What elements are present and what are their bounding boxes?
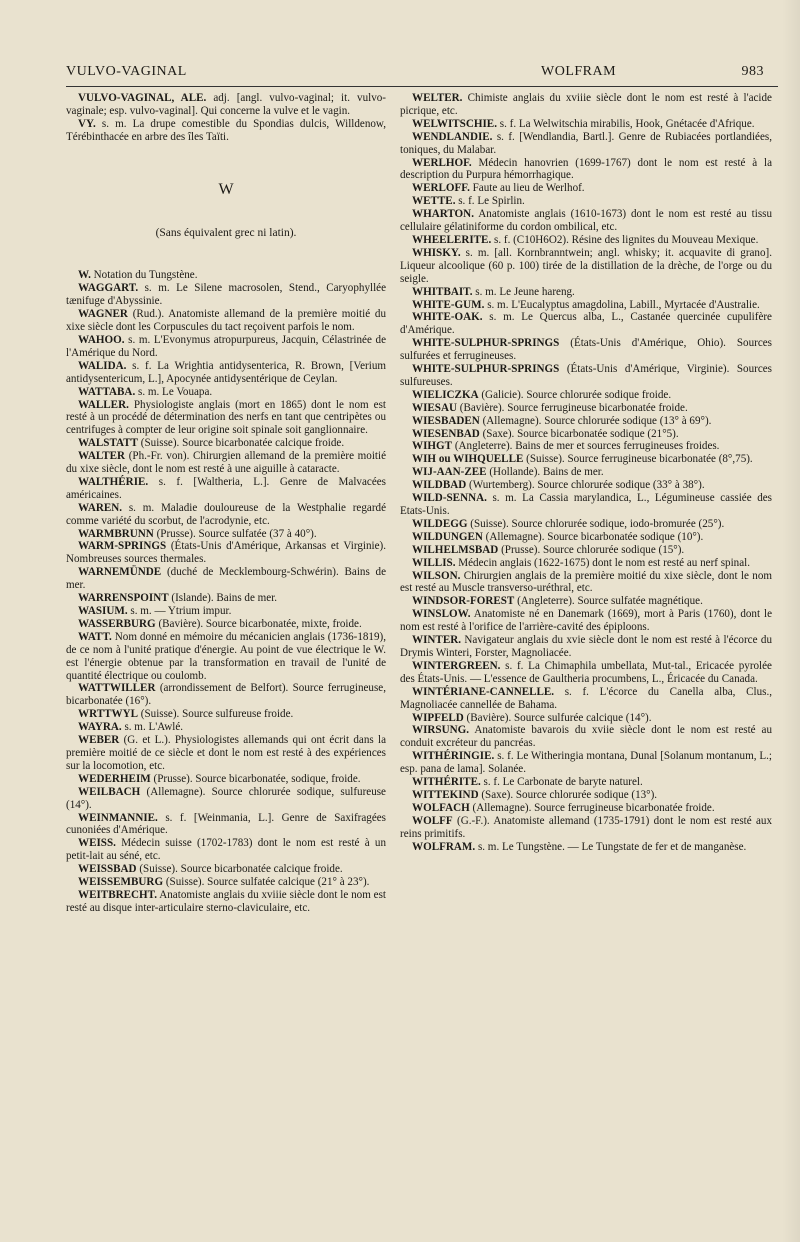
entry-definition: Médecin hanovrien (1699-1767) dont le nom est resté à la description du Purpura hémorrhagique. [400,156,772,182]
entry-headword: WEITBRECHT. [78,888,158,901]
entry-definition: (Islande). Bains de mer. [168,592,278,605]
entry-definition: (G. et L.). Physiologistes allemands qui ont écrit dans la première moitié de ce siècle et dont le nom est resté à des expériences sur la locomotion, etc. [66,734,386,772]
dictionary-entry [400,660,772,686]
entry-definition: s. m. — Ytrium impur. [127,605,232,617]
dictionary-entry [400,131,772,157]
entry-definition: (Suisse). Source bicarbonatée calcique froide. [138,437,345,450]
entry-headword: WINTÉRIANE-CANNELLE. [412,685,555,698]
entry-headword: WHEELERITE. [412,233,492,246]
entry-headword: WAGNER [78,308,128,321]
header-rule [66,86,778,87]
dictionary-entry [400,789,772,802]
entry-headword: WEDERHEIM [78,772,151,785]
entry-definition: s. m. Le Quercus alba, L., Castanée quercinée cupulifère d'Amérique. [400,311,772,337]
entry-headword: WERLOFF. [412,182,470,195]
dictionary-entry [400,802,772,815]
entry-definition: Anatomiste né en Danemark (1669), mort à Paris (1760), dont le nom est resté à l'orifice de l'arrière-cavité des épiploons. [400,608,772,634]
entry-headword: VULVO-VAGINAL, ALE. [78,92,207,104]
entry-headword: WIESENBAD [412,427,480,440]
entry-headword: WALIDA. [78,359,127,372]
entry-headword: WEISS. [78,837,116,850]
page-number: 983 [741,64,764,79]
entry-definition: s. m. Le Jeune hareng. [472,285,575,298]
entry-headword: WITHÉRINGIE. [412,750,495,763]
entry-headword: WIHGT [412,440,453,453]
entry-definition: s. m. L'Evonymus atropurpureus, Jacquin, Célastrinée de l'Amérique du Nord. [66,333,386,359]
dictionary-entry [66,450,386,476]
dictionary-entry [400,712,772,725]
entry-definition: (États-Unis d'Amérique, Virginie). Sources sulfureuses. [400,363,772,388]
entry-definition: s. f. Le Spirlin. [455,195,525,208]
entry-headword: WILD-SENNA. [412,492,487,505]
entry-definition: s. m. Le Silene macrosolen, Stend., Caryophyllée tænifuge d'Abyssinie. [66,282,386,308]
entry-headword: WIESAU [412,401,458,414]
entry-definition: (Angleterre). Source sulfatée magnétique. [514,595,703,608]
entry-definition: Anatomiste anglais du xviiie siècle dont le nom est resté au disque inter-articulaire sterno-claviculaire, etc. [66,888,386,914]
entry-definition: (États-Unis d'Amérique, Arkansas et Virginie). Nombreuses sources thermales. [66,540,386,566]
entry-definition: (Ph.-Fr. von). Chirurgien allemand de la première moitié du xixe siècle, dont le nom est resté à une aiguille à cataracte. [66,450,386,476]
dictionary-entry [66,269,386,282]
entry-definition: s. f. (C10H6O2). Résine des lignites du Mouveau Mexique. [491,233,759,246]
entry-definition: (Allemagne). Source bicarbonatée sodique (10°). [482,530,704,543]
dictionary-entry [400,428,772,441]
entry-definition: s. f. Le Carbonate de baryte naturel. [480,776,643,789]
dictionary-entry [66,592,386,605]
entry-definition: (Saxe). Source bicarbonatée sodique (21°5). [479,427,679,440]
entry-headword: WALLER. [78,398,129,411]
entry-headword: WETTE. [412,195,456,208]
section-note: (Sans équivalent grec ni latin). [155,226,297,239]
entry-headword: WHITBAIT. [412,285,473,298]
header-right-word: WOLFRAM [541,64,617,79]
entry-definition: (Bavière). Source ferrugineuse bicarbonatée froide. [457,401,688,414]
entry-headword: WOLFACH [412,801,470,814]
dictionary-entry [400,776,772,789]
entry-definition: (Hollande). Bains de mer. [486,466,604,479]
entry-definition: (G.-F.). Anatomiste allemand (1735-1791) dont le nom est resté aux reins primitifs. [400,814,772,840]
entry-headword: WILDUNGEN [412,530,483,543]
entry-headword: WARNEMÜNDE [78,566,162,579]
entry-headword: WHITE-OAK. [412,311,483,324]
dictionary-entry [400,557,772,570]
dictionary-entry [400,841,772,854]
dictionary-entry [66,863,386,876]
entry-definition: s. m. La drupe comestible du Spondias dulcis, Willdenow, Térébinthacée en arbre des îles Taïti. [66,117,386,143]
dictionary-entry [400,311,772,337]
entry-definition: (Allemagne). Source ferrugineuse bicarbonatée froide. [469,801,715,814]
entry-definition: (Prusse). Source bicarbonatée, sodique, froide. [150,772,361,785]
dictionary-entry [400,608,772,634]
entry-headword: WALTHÉRIE. [78,475,149,488]
entry-headword: WIJ-AAN-ZEE [412,466,487,479]
entry-definition: Médecin suisse (1702-1783) dont le nom est resté à un petit-lait au séné, etc. [66,837,386,863]
entry-headword: WHITE-SULPHUR-SPRINGS [412,337,560,350]
entry-headword: WAYRA. [78,721,122,734]
entry-headword: WHISKY. [412,246,461,259]
entry-headword: WENDLANDIE. [412,130,493,143]
dictionary-entry [400,157,772,183]
dictionary-entry [66,734,386,773]
entry-definition: Anatomiste anglais (1610-1673) dont le nom est resté au tissu cellulaire gélatiniforme du cordon ombilical, etc. [400,208,772,234]
entry-headword: W. [78,269,91,282]
section-letter: W [218,180,234,198]
entry-definition: s. f. La Chimaphila umbellata, Mut-tal., Ericacée pyrolée des États-Unis. — L'essence de Gaultheria procumbens, L., Éricacée du Canada. [400,659,772,685]
entry-definition: Médecin anglais (1622-1675) dont le nom est resté au nerf spinal. [455,556,751,569]
dictionary-entry [400,595,772,608]
entry-headword: WASIUM. [78,605,128,617]
entry-headword: WINSLOW. [412,608,471,621]
page-edge-shadow [782,0,800,1242]
entry-headword: WALSTATT [78,437,139,450]
entry-headword: WARM-SPRINGS [78,540,167,553]
dictionary-entry [66,618,386,631]
dictionary-entry [66,708,386,721]
entry-definition: (Rud.). Anatomiste allemand de la première moitié du xixe siècle dont les Corpuscules du tact reçoivent parfois le nom. [66,308,386,334]
entry-definition: Nom donné en mémoire du mécanicien anglais (1736-1819), de ce nom à l'unité pratique d'énergie. Au point de vue électrique le W. est l'énergie obtenue par la transformation en travail de l'unité de quantité électrique ou coulomb. [66,630,386,682]
dictionary-entry [400,686,772,712]
entry-headword: WITTEKIND [412,788,479,801]
entry-definition: (Bavière). Source bicarbonatée, mixte, froide. [155,617,362,630]
entry-definition: Physiologiste anglais (mort en 1865) dont le nom est resté à un procédé de détermination des nerfs en tant que centripètes ou centrifuges à compter de leur origine soit spinale soit ganglionnaire. [66,398,386,437]
entry-definition: adj. [angl. vulvo-vaginal; it. vulvo-vaginale; esp. vulvo-vaginal]. Qui concerne la vulve et le vagin. [66,92,386,117]
dictionary-entry [400,208,772,234]
dictionary-entry [400,724,772,750]
entry-headword: WIPFELD [412,711,464,724]
entry-headword: WITHÉRITE. [412,776,481,789]
dictionary-entry [400,92,772,118]
entry-headword: WILSON. [412,569,461,582]
entry-definition: s. m. Le Vouapa. [135,385,213,398]
entry-headword: WINTERGREEN. [412,659,501,672]
entry-definition: s. f. [Weinmania, L.]. Genre de Saxifragées cunoniées d'Amérique. [66,811,386,837]
entry-headword: WEISSEMBURG [78,876,164,889]
entry-headword: WEISSBAD [78,863,137,876]
entry-headword: WASSERBURG [78,617,156,630]
entry-headword: WATT. [78,630,112,643]
entry-headword: WOLFRAM. [412,840,476,853]
dictionary-entry [400,492,772,518]
entry-definition: s. f. Le Witheringia montana, Dunal [Solanum montanum, L.; esp. pana de lama]. Solanée. [400,750,772,776]
dictionary-entry [400,544,772,557]
left-column [66,92,386,915]
entry-headword: WIH ou WIHQUELLE [412,453,524,466]
entry-definition: Chirurgien anglais de la première moitié du xixe siècle, dont le nom est resté au Muscle transverso-uréthral, etc. [400,569,772,595]
entry-definition: s. f. La Wrightia antidysenterica, R. Brown, [Verium antidysentericum, L.], Apocynée antidysentérique de Ceylan. [66,359,386,385]
entry-headword: WALTER [78,450,126,463]
entry-headword: WELTER. [412,92,463,104]
entry-headword: WILHELMSBAD [412,543,499,556]
entry-definition: (duché de Mecklembourg-Schwérin). Bains de mer. [66,566,386,592]
dictionary-entry [400,195,772,208]
dictionary-entry [66,837,386,863]
entry-definition: Anatomiste bavarois du xviie siècle dont le nom est resté au conduit excréteur du pancréas. [400,724,772,750]
dictionary-entry [66,889,386,915]
entry-headword: WILLIS. [412,556,456,569]
entry-definition: s. f. L'écorce du Canella alba, Clus., Magnoliacée cannellée de Bahama. [400,685,772,711]
entry-headword: WIRSUNG. [412,724,470,737]
entry-definition: (Suisse). Source ferrugineuse bicarbonatée (8°,75). [523,453,753,466]
header-left-word: VULVO-VAGINAL [66,64,187,79]
entry-definition: s. m. [all. Kornbranntwein; angl. whisky; it. acquavite di grano]. Liqueur alcoolique (60 p. 100) tirée de la distillation de la drèche, de l'orge ou du seigle. [400,246,772,285]
dictionary-entry [66,540,386,566]
dictionary-entry [400,479,772,492]
entry-headword: WEILBACH [78,785,141,798]
dictionary-entry [66,308,386,334]
dictionary-entry [66,631,386,683]
entry-headword: WILDBAD [412,479,467,492]
entry-headword: WRTTWYL [78,708,139,721]
entry-definition: s. f. [Wendlandia, Bartl.]. Genre de Rubiacées portlandiées, toniques, du Malabar. [400,130,772,156]
dictionary-entry [66,786,386,812]
dictionary-entry [400,286,772,299]
entry-definition: (Bavière). Source sulfurée calcique (14°). [463,711,652,724]
dictionary-entry [400,337,772,363]
entry-headword: WHITE-GUM. [412,298,485,311]
entry-definition: Chimiste anglais du xviiie siècle dont le nom est resté à l'acide picrique, etc. [400,92,772,117]
entry-definition: (Galicie). Source chlorurée sodique froide. [478,388,672,401]
dictionary-entry [400,750,772,776]
dictionary-entry [400,466,772,479]
dictionary-entry [400,118,772,131]
entry-headword: WINDSOR-FOREST [412,595,515,608]
entry-headword: WARRENSPOINT [78,592,169,605]
dictionary-entry [400,634,772,660]
dictionary-entry [400,518,772,531]
entry-headword: WARMBRUNN [78,527,154,540]
dictionary-entry [66,399,386,438]
dictionary-entry [400,182,772,195]
dictionary-entry [66,605,386,618]
dictionary-entry [400,415,772,428]
dictionary-entry [400,570,772,596]
dictionary-entry [66,334,386,360]
dictionary-entry [66,386,386,399]
entry-definition: s. m. L'Eucalyptus amagdolina, Labill., Myrtacée d'Australie. [484,298,760,311]
entry-definition: (Prusse). Source chlorurée sodique (15°). [498,543,685,556]
entry-definition: s. m. La Cassia marylandica, L., Légumineuse cassiée des Etats-Unis. [400,492,772,517]
dictionary-entry [66,773,386,786]
entry-definition: Navigateur anglais du xvie siècle dont le nom est resté à l'écorce du Drymis Winteri, Forster, Magnoliacée. [400,634,772,659]
left-entries [66,269,386,914]
entry-definition: (Suisse). Source sulfatée calcique (21° à 23°). [163,876,370,889]
dictionary-entry [66,360,386,386]
entry-headword: WILDEGG [412,517,468,530]
dictionary-entry [66,92,386,118]
dictionary-entry [400,440,772,453]
dictionary-entry [400,247,772,286]
entry-definition: (arrondissement de Belfort). Source ferrugineuse, bicarbonatée (16°). [66,682,386,708]
dictionary-entry [66,118,386,144]
entry-definition: Notation du Tungstène. [90,269,198,282]
entry-headword: WERLHOF. [412,156,472,169]
entry-headword: WAGGART. [78,282,139,295]
entry-definition: s. m. Maladie douloureuse de la Westphalie regardé comme variété du scorbut, de l'acrodynie, etc. [66,501,386,527]
entry-headword: WIESBADEN [412,414,480,427]
dictionary-entry [400,234,772,247]
entry-headword: WHARTON. [412,208,474,221]
entry-headword: WATTWILLER [78,682,156,695]
entry-headword: WINTER. [412,634,462,647]
dictionary-entry [66,876,386,889]
entry-definition: (Prusse). Source sulfatée (37 à 40°). [153,527,317,540]
dictionary-entry [400,531,772,544]
dictionary-entry [66,502,386,528]
entry-definition: (Allemagne). Source chlorurée sodique, sulfureuse (14°). [66,785,386,811]
dictionary-entry [66,437,386,450]
entry-definition: (Wurtemberg). Source chlorurée sodique (33° à 38°). [466,479,705,492]
entry-definition: s. f. La Welwitschia mirabilis, Hook, Gnétacée d'Afrique. [497,117,755,130]
dictionary-entry [400,299,772,312]
entry-definition: s. m. L'Awlé. [121,721,184,734]
entry-definition: (États-Unis d'Amérique, Ohio). Sources sulfurées et ferrugineuses. [400,337,772,363]
entry-definition: (Suisse). Source bicarbonatée calcique froide. [136,863,343,876]
dictionary-entry [400,453,772,466]
entry-headword: VY. [78,117,96,130]
entry-headword: WATTABA. [78,385,136,398]
entry-definition: s. f. [Waltheria, L.]. Genre de Malvacées américaines. [66,475,386,501]
right-entries [400,92,772,853]
left-entries-top [66,92,386,144]
dictionary-entry [66,682,386,708]
entry-headword: WEINMANNIE. [78,811,158,824]
entry-definition: (Suisse). Source sulfureuse froide. [138,708,294,721]
entry-headword: WIELICZKA [412,388,479,401]
dictionary-entry [66,721,386,734]
entry-definition: (Allemagne). Source chlorurée sodique (13° à 69°). [479,414,712,427]
dictionary-entry [400,815,772,841]
dictionary-entry [66,476,386,502]
entry-headword: WHITE-SULPHUR-SPRINGS [412,363,560,376]
dictionary-entry [400,389,772,402]
entry-headword: WAREN. [78,501,123,514]
entry-definition: Faute au lieu de Werlhof. [469,182,585,195]
entry-headword: WELWITSCHIE. [412,117,497,130]
dictionary-entry [400,363,772,389]
dictionary-entry [400,402,772,415]
entry-definition: (Saxe). Source chlorurée sodique (13°). [478,788,658,801]
dictionary-entry [66,282,386,308]
entry-headword: WOLFF [412,814,453,827]
entry-definition: s. m. Le Tungstène. — Le Tungstate de fer et de manganèse. [475,840,747,853]
dictionary-entry [66,528,386,541]
dictionary-entry [66,566,386,592]
dictionary-entry [66,812,386,838]
running-header [66,64,772,88]
entry-definition: (Angleterre). Bains de mer et sources ferrugineuses froides. [452,440,720,453]
entry-headword: WEBER [78,734,120,747]
entry-headword: WAHOO. [78,333,125,346]
right-column [400,92,772,853]
entry-definition: (Suisse). Source chlorurée sodique, iodo-bromurée (25°). [467,517,725,530]
